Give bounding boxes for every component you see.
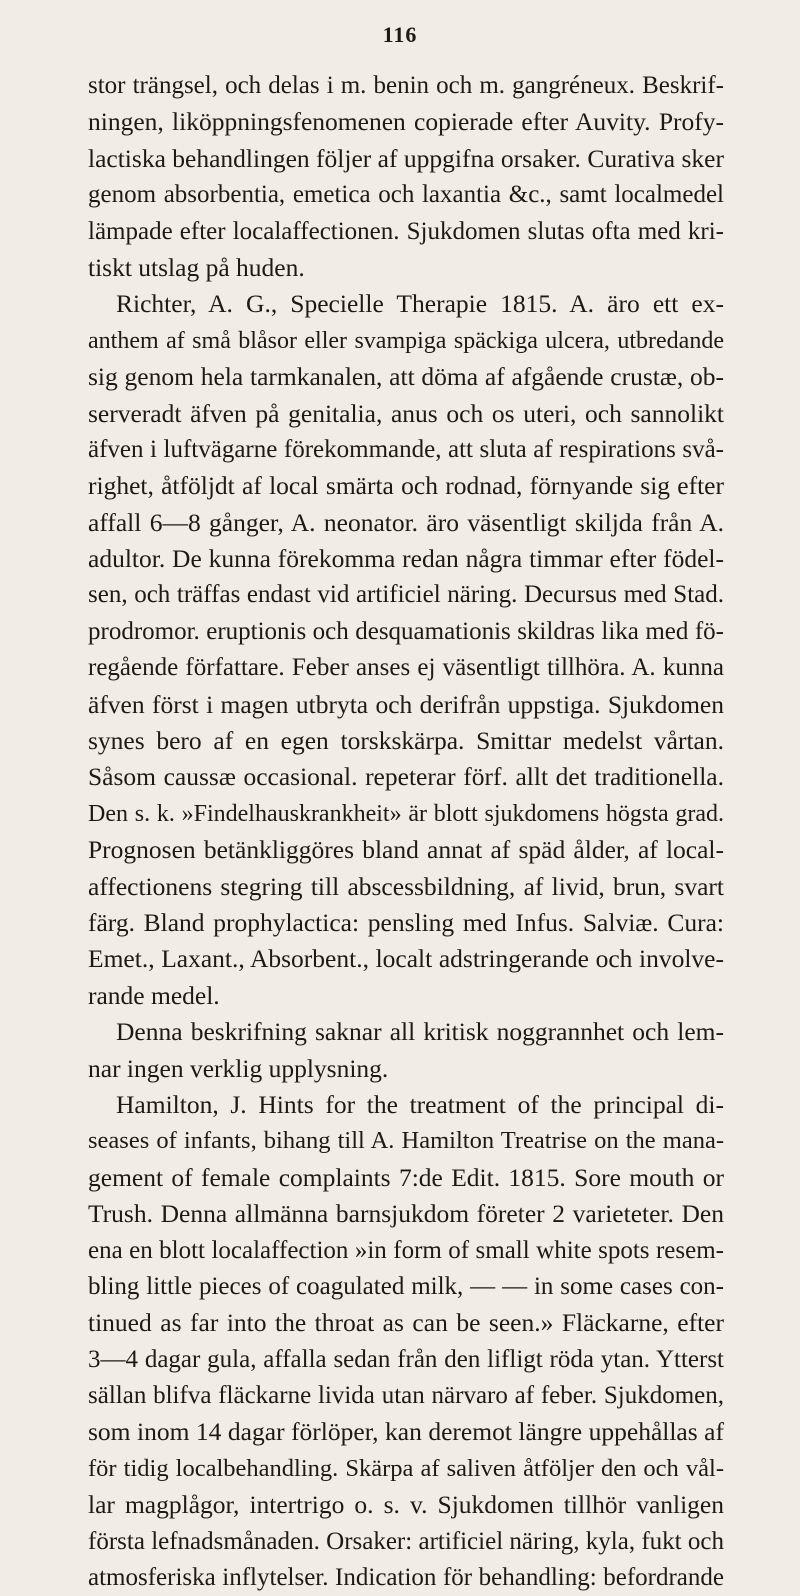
text-line: äfven först i magen utbryta och derifrån uppstiga. Sjukdomen bbox=[88, 689, 724, 719]
text-line: 3—4 dagar gula, affalla sedan från den lifligt röda ytan. Ytterst bbox=[88, 1345, 724, 1373]
text-line: righet, åtföljdt af local smärta och rodnad, förnyande sig efter bbox=[88, 471, 724, 501]
text-line: ningen, liköppningsfenomenen copierade efter Auvity. Profy- bbox=[88, 107, 724, 137]
text-line: stor trängsel, och delas i m. benin och m. gangréneux. Beskrif- bbox=[88, 72, 724, 99]
text-line: bling little pieces of coagulated milk, — — in some cases con- bbox=[88, 1272, 724, 1300]
text-line: Trush. Denna allmänna barnsjukdom företer 2 varieteter. Den bbox=[88, 1199, 724, 1229]
text-line: sen, och träffas endast vid artificiel näring. Decursus med Stad. bbox=[88, 581, 724, 609]
text-line: Den s. k. »Findelhauskrankheit» är blott sjukdomens högsta grad. bbox=[88, 800, 724, 827]
text-line: ena en blott localaffection »in form of small white spots resem- bbox=[88, 1236, 724, 1264]
text-line: lämpade efter localaffectionen. Sjukdomen slutas ofta med kri- bbox=[88, 217, 724, 245]
text-line: som inom 14 dagar förlöper, kan deremot längre uppehållas af bbox=[88, 1417, 724, 1447]
text-line: gement of female complaints 7:de Edit. 1815. Sore mouth or bbox=[88, 1162, 724, 1192]
text-line: Denna beskrifning saknar all kritisk noggrannhet och lem- bbox=[116, 1017, 724, 1047]
text-line: atmosferiska inflytelser. Indication för behandling: befordrande bbox=[88, 1564, 724, 1592]
text-line: lactiska behandlingen följer af uppgifna orsaker. Curativa sker bbox=[88, 143, 724, 173]
text-line: sig genom hela tarmkanalen, att döma af afgående crustæ, ob- bbox=[88, 362, 724, 392]
text-line: Såsom caussæ occasional. repeterar förf. allt det traditionella. bbox=[88, 762, 724, 792]
text-line: sällan blifva fläckarne livida utan närvaro af feber. Sjukdomen, bbox=[88, 1382, 724, 1410]
text-line: genom absorbentia, emetica och laxantia &c., samt localmedel bbox=[88, 181, 724, 209]
text-line: Hamilton, J. Hints for the treatment of the principal di- bbox=[116, 1089, 724, 1119]
text-line: nar ingen verklig upplysning. bbox=[88, 1053, 389, 1083]
text-line: rande medel. bbox=[88, 980, 220, 1010]
page-number: 116 bbox=[382, 22, 418, 47]
text-line: synes bero af en egen torskskärpa. Smittar medelst vårtan. bbox=[88, 726, 724, 756]
text-line: affall 6—8 gånger, A. neonator. äro väsentligt skiljda från A. bbox=[88, 507, 724, 537]
text-line: regående författare. Feber anses ej väsentligt tillhöra. A. kunna bbox=[88, 654, 724, 682]
text-line: Richter, A. G., Specielle Therapie 1815. A. äro ett ex- bbox=[116, 289, 724, 319]
text-line: affectionens stegring till abscessbildning, af livid, brun, svart bbox=[88, 871, 724, 901]
text-line: tiskt utslag på huden. bbox=[88, 252, 305, 282]
text-line: prodromor. eruptionis och desquamationis skildras lika med fö- bbox=[88, 617, 724, 645]
text-line: adultor. De kunna förekomma redan några timmar efter födel- bbox=[88, 544, 724, 574]
text-line: anthem af små blåsor eller svampiga späckiga ulcera, utbredande bbox=[88, 327, 724, 354]
text-line: seases of infants, bihang till A. Hamilton Treatrise on the mana- bbox=[88, 1127, 724, 1155]
text-line: Emet., Laxant., Absorbent., localt adstringerande och involve- bbox=[88, 944, 724, 974]
text-line: första lefnadsmånaden. Orsaker: artificiel näring, kyla, fukt och bbox=[88, 1527, 724, 1555]
text-line: lar magplågor, intertrigo o. s. v. Sjukdomen tillhör vanligen bbox=[88, 1490, 724, 1520]
text-line: tinued as far into the throat as can be seen.» Fläckarne, efter bbox=[88, 1308, 724, 1338]
text-line: serveradt äfven på genitalia, anus och os uteri, och sannolikt bbox=[88, 398, 724, 428]
body-text bbox=[88, 68, 724, 1596]
text-line: äfven i luftvägarne förekommande, att sluta af respirations svå- bbox=[88, 435, 724, 463]
text-line: Prognosen betänkliggöres bland annat af späd ålder, af local- bbox=[88, 835, 724, 865]
text-line: färg. Bland prophylactica: pensling med Infus. Salviæ. Cura: bbox=[88, 907, 724, 937]
text-line: för tidig localbehandling. Skärpa af saliven åtföljer den och vål- bbox=[88, 1454, 724, 1482]
